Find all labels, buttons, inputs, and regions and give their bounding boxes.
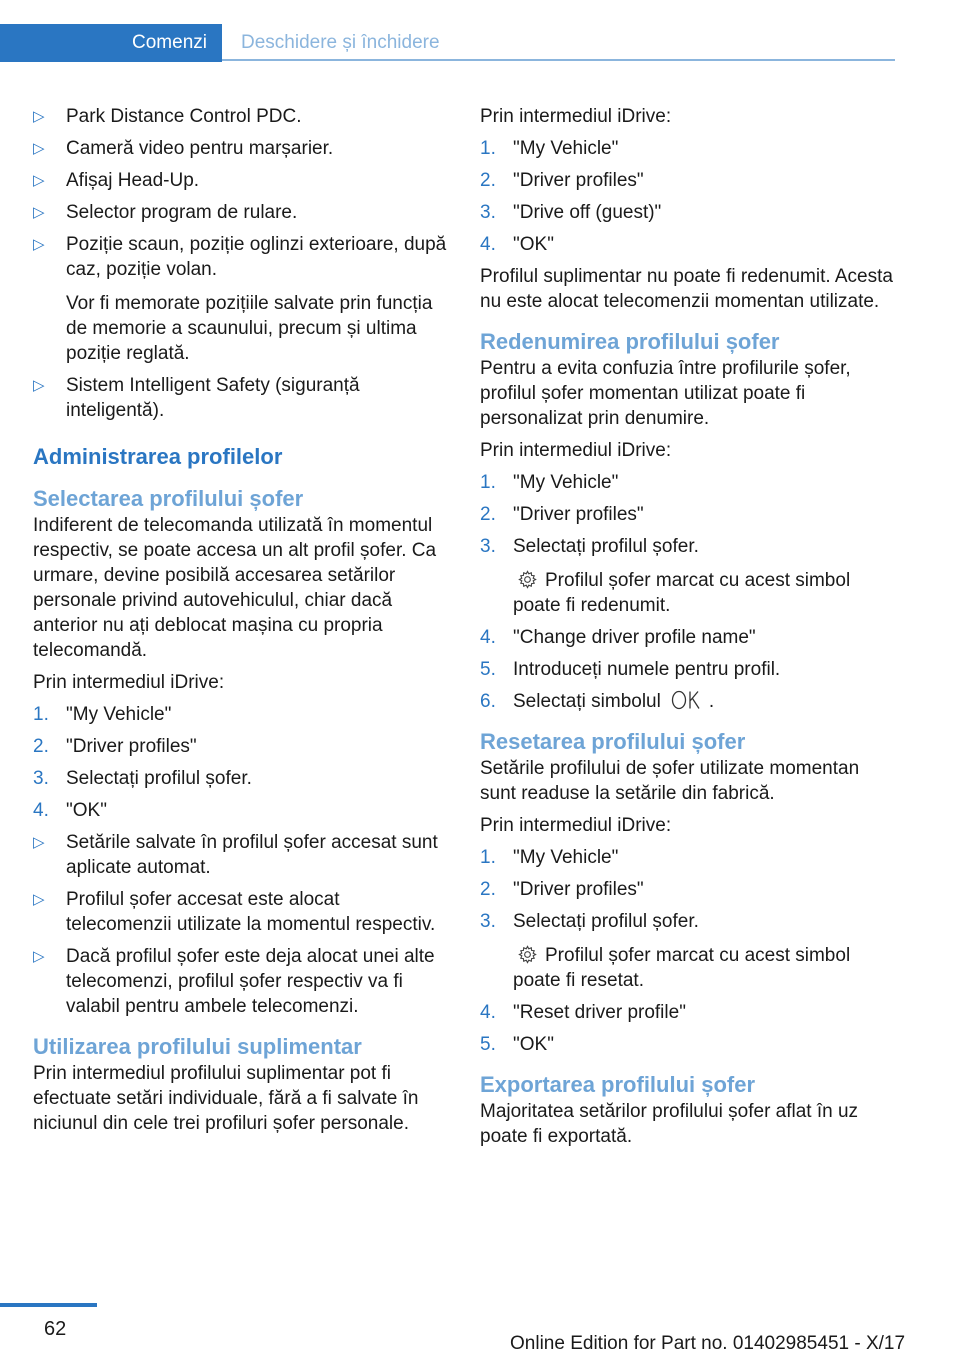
paragraph: Prin intermediul iDrive: <box>480 106 672 127</box>
edition-text: Online Edition for Part no. 01402985451 - X/17 <box>510 1333 906 1354</box>
bullet-triangle-icon: ▷ <box>33 891 45 908</box>
header-divider <box>222 59 895 61</box>
numbered-step: 2. "Driver profiles" <box>33 736 197 757</box>
paragraph: Pentru a evita confuzia între profilurile șofer, profilul șofer momentan utilizat poate fi personalizat prin denumire. <box>480 358 851 429</box>
numbered-step: 6. Selectați simbolul . <box>480 691 715 712</box>
tab-comenzi[interactable]: Comenzi <box>0 24 222 62</box>
numbered-step: 4. "OK" <box>33 800 107 821</box>
gear-icon <box>518 945 537 964</box>
bullet-triangle-icon: ▷ <box>33 948 45 965</box>
numbered-step: 4. "Change driver profile name" <box>480 627 756 648</box>
page-number: 62 <box>44 1318 67 1340</box>
numbered-step: 1. "My Vehicle" <box>480 138 619 159</box>
heading-administrarea: Administrarea profilelor <box>33 444 283 469</box>
bullet-item: ▷ Park Distance Control PDC. <box>33 106 302 127</box>
heading-exportarea: Exportarea profilului șofer <box>480 1072 756 1097</box>
paragraph: Prin intermediul iDrive: <box>480 815 672 836</box>
numbered-step: 1. "My Vehicle" <box>480 847 619 868</box>
heading-resetarea: Resetarea profilului șofer <box>480 729 746 754</box>
bullet-item: ▷ Poziție scaun, poziție oglinzi exterioare, după caz, poziție volan. Vor fi memorate pozițiile salvate prin funcția de memorie a scaunului, precum și ultima poziție reglată. <box>33 234 447 364</box>
bullet-item: ▷ Profilul șofer accesat este alocat telecomenzii utilizate la momentul respectiv. <box>33 889 436 935</box>
bullet-triangle-icon: ▷ <box>33 172 45 189</box>
numbered-step: 1. "My Vehicle" <box>480 472 619 493</box>
bullet-triangle-icon: ▷ <box>33 236 45 253</box>
bullet-item: ▷ Setările salvate în profilul șofer accesat sunt aplicate automat. <box>33 832 438 878</box>
paragraph: Prin intermediul iDrive: <box>33 672 225 693</box>
paragraph: Indiferent de telecomanda utilizată în momentul respectiv, se poate accesa un alt profil șofer. Ca urmare, devine posibilă accesarea setărilor personale privind autovehiculul, chiar dacă anterior nu ați deblocat mașina cu propria telecomandă. <box>33 515 437 661</box>
bullet-triangle-icon: ▷ <box>33 834 45 851</box>
gear-icon <box>518 570 537 589</box>
tab-deschidere[interactable]: Deschidere și închidere <box>241 32 440 53</box>
paragraph: Profilul suplimentar nu poate fi redenumit. Acesta nu este alocat telecomenzii momentan utilizate. <box>480 266 893 312</box>
footer-rule <box>0 1303 97 1307</box>
left-column <box>33 100 448 1143</box>
heading-selectarea: Selectarea profilului șofer <box>33 486 304 511</box>
bullet-triangle-icon: ▷ <box>33 108 45 125</box>
bullet-triangle-icon: ▷ <box>33 204 45 221</box>
heading-redenumirea: Redenumirea profilului șofer <box>480 329 780 354</box>
bullet-triangle-icon: ▷ <box>33 140 45 157</box>
paragraph: Prin intermediul iDrive: <box>480 440 672 461</box>
numbered-step: 2. "Driver profiles" <box>480 504 644 525</box>
bullet-item: ▷ Cameră video pentru marșarier. <box>33 138 334 159</box>
bullet-triangle-icon: ▷ <box>33 377 45 394</box>
numbered-step: 5. "OK" <box>480 1034 554 1055</box>
numbered-step: 1. "My Vehicle" <box>33 704 172 725</box>
paragraph: Prin intermediul profilului suplimentar pot fi efectuate setări individuale, fără a fi salvate în niciunul din cele trei profiluri șofer personale. <box>33 1063 419 1134</box>
numbered-step: 2. "Driver profiles" <box>480 879 644 900</box>
numbered-step: 4. "OK" <box>480 234 554 255</box>
heading-utilizarea: Utilizarea profilului suplimentar <box>33 1034 362 1059</box>
bullet-item: ▷ Sistem Intelligent Safety (siguranță inteligentă). <box>33 375 360 421</box>
numbered-step: 3. Selectați profilul șofer. Profilul șofer marcat cu acest simbol poate fi redenumit. <box>480 536 851 616</box>
bullet-item: ▷ Selector program de rulare. <box>33 202 298 223</box>
numbered-step: 3. "Drive off (guest)" <box>480 202 662 223</box>
bullet-item: ▷ Afișaj Head-Up. <box>33 170 200 191</box>
right-column <box>480 100 895 1156</box>
numbered-step: 3. Selectați profilul șofer. Profilul șofer marcat cu acest simbol poate fi resetat. <box>480 911 851 991</box>
paragraph: Majoritatea setărilor profilului șofer aflat în uz poate fi exportată. <box>480 1101 859 1147</box>
ok-symbol-icon <box>669 689 703 711</box>
numbered-step: 4. "Reset driver profile" <box>480 1002 686 1023</box>
numbered-step: 5. Introduceți numele pentru profil. <box>480 659 781 680</box>
numbered-step: 2. "Driver profiles" <box>480 170 644 191</box>
page-header <box>0 24 895 62</box>
paragraph: Setările profilului de șofer utilizate momentan sunt readuse la setările din fabrică. <box>480 758 860 804</box>
numbered-step: 3. Selectați profilul șofer. <box>33 768 252 789</box>
bullet-item: ▷ Dacă profilul șofer este deja alocat unei alte telecomenzi, profilul șofer respectiv va fi valabil pentru ambele telecomenzi. <box>33 946 435 1017</box>
